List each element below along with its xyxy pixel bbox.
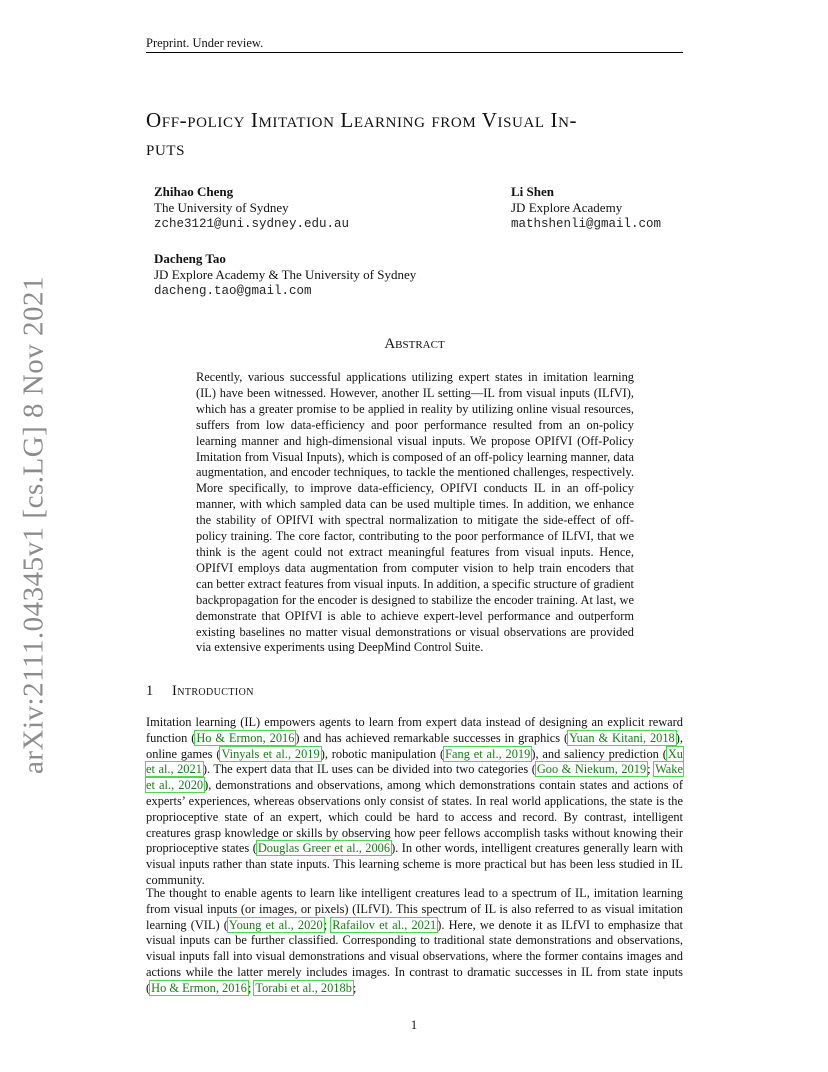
citation-link[interactable]: Douglas Greer et al., 2006 xyxy=(257,841,391,856)
author-block-1 xyxy=(154,184,349,232)
author-affiliation: JD Explore Academy xyxy=(511,200,623,215)
text-run: ), and saliency prediction ( xyxy=(531,746,667,761)
citation-link[interactable]: Ho & Ermon, 2016 xyxy=(196,730,295,745)
running-header: Preprint. Under review. xyxy=(146,36,264,50)
author-email[interactable]: zche3121@uni.sydney.edu.au xyxy=(154,217,350,231)
text-run: ; xyxy=(352,980,357,995)
title-line-2: puts xyxy=(146,136,186,160)
text-run: The thought to enable agents to learn like intelligent creatures lead to a spectrum of IL, imitation learning from visual inputs (or images, or pixels) (ILfVI). This spectrum of IL is also referred to as visual imitation learning (VIL) ( xyxy=(146,886,683,932)
title-line-1: Off-policy Imitation Learning from Visual In- xyxy=(146,108,578,132)
text-run: ). Here, we denote it as ILfVI to emphasize that visual inputs can be further classified. Corresponding to traditional state demonstrations and observations, visual inputs fall into visual demonstrations and visual observations, where the former contains images and actions while the latter merely includes images. In contrast to dramatic successes in IL from state inputs ( xyxy=(146,917,683,995)
text-run: ), online games ( xyxy=(146,730,683,761)
text-run: ; xyxy=(247,980,255,995)
text-run: Imitation learning (IL) empowers agents to learn from expert data instead of designing an explicit reward function ( xyxy=(146,715,683,745)
text-run: ), demonstrations and observations, among which demonstrations contain states and actions of experts’ experiences, whereas observations only consist of states. In real world applications, the state is the proprioceptive state of an expert, which could be hard to access and record. By contrast, intelligent creatures grasp knowledge or skills by observing how peer fellows accomplish tasks without knowing their proprioceptive states ( xyxy=(146,778,683,856)
citation-link[interactable]: Yuan & Kitani, 2018 xyxy=(569,730,675,745)
arxiv-side-stamp xyxy=(12,275,56,775)
header-rule xyxy=(146,52,683,53)
author-block-2 xyxy=(511,184,661,232)
abstract-text: Recently, various successful applications utilizing expert states in imitation learning (IL) have been witnessed. However, another IL setting—IL from visual inputs (ILfVI), which has a greater promise to be applied in reality by utilizing online visual resources, suffers from low data-efficiency and poor performance resulted from an on-policy learning manner and high-dimensional visual inputs. We propose OPIfVI (Off-Policy Imitation from Visual Inputs), which is composed of an off-policy learning manner, data augmentation, and encoder techniques, to tackle the mentioned challenges, respectively. More specifically, to improve data-efficiency, OPIfVI conducts IL in an off-policy manner, with which sampled data can be used multiple times. In addition, we enhance the stability of OPIfVI with spectral normalization to mitigate the side-effect of off-policy training. The core factor, contributing to the poor performance of ILfVI, that we think is the agent could not extract meaningful features from visual inputs. Hence, OPIfVI employs data augmentation from computer vision to help train encoders that can better extract features from visual inputs. In addition, a specific structure of gradient backpropagation for the encoder is designed to stabilize the encoder training. At last, we demonstrate that OPIfVI is able to achieve expert-level performance and outperform existing baselines no matter visual demonstrations or visual observations are provided via extensive experiments using DeepMind Control Suite. xyxy=(196,370,634,655)
citation-link[interactable]: Wake et al., 2020 xyxy=(146,762,684,793)
arxiv-identifier[interactable]: arXiv:2111.04345v1 [cs.LG] 8 Nov 2021 xyxy=(17,275,50,775)
author-email[interactable]: dacheng.tao@gmail.com xyxy=(154,284,312,298)
author-name: Li Shen xyxy=(511,184,554,199)
section-heading xyxy=(146,683,254,700)
section-title: Introduction xyxy=(172,683,254,699)
abstract-heading: Abstract xyxy=(384,336,445,352)
author-affiliation: The University of Sydney xyxy=(154,200,289,215)
citation-link[interactable]: Torabi et al., 2018b xyxy=(255,980,352,995)
author-email[interactable]: mathshenli@gmail.com xyxy=(511,217,662,231)
author-name: Dacheng Tao xyxy=(154,251,226,266)
text-run: ). The expert data that IL uses can be divided into two categories ( xyxy=(202,762,536,777)
intro-paragraph-2 xyxy=(146,886,683,997)
paper-title xyxy=(146,106,686,162)
citation-link[interactable]: Young et al., 2020 xyxy=(228,917,323,932)
author-block-3 xyxy=(154,251,416,299)
text-run: ) and has achieved remarkable successes in graphics ( xyxy=(295,730,569,745)
citation-link[interactable]: Goo & Niekum, 2019 xyxy=(536,762,647,777)
citation-link[interactable]: Fang et al., 2019 xyxy=(445,746,531,761)
text-run: ; xyxy=(647,762,655,777)
author-name: Zhihao Cheng xyxy=(154,184,234,199)
text-run: ; xyxy=(323,917,332,932)
citation-link[interactable]: Vinyals et al., 2019 xyxy=(221,746,320,761)
section-number: 1 xyxy=(146,683,154,699)
text-run: ), robotic manipulation ( xyxy=(320,746,445,761)
text-run: ). In other words, intelligent creatures generally learn with visual inputs rather than state inputs. This learning scheme is more practical but has been less studied in IL community. xyxy=(146,841,683,887)
page-number: 1 xyxy=(410,1018,418,1032)
citation-link[interactable]: Xu et al., 2021 xyxy=(146,746,683,777)
citation-link[interactable]: Ho & Ermon, 2016 xyxy=(151,980,247,995)
author-affiliation: JD Explore Academy & The University of Sydney xyxy=(154,267,417,282)
citation-link[interactable]: Rafailov et al., 2021 xyxy=(332,917,437,932)
intro-paragraph-1 xyxy=(146,715,683,889)
